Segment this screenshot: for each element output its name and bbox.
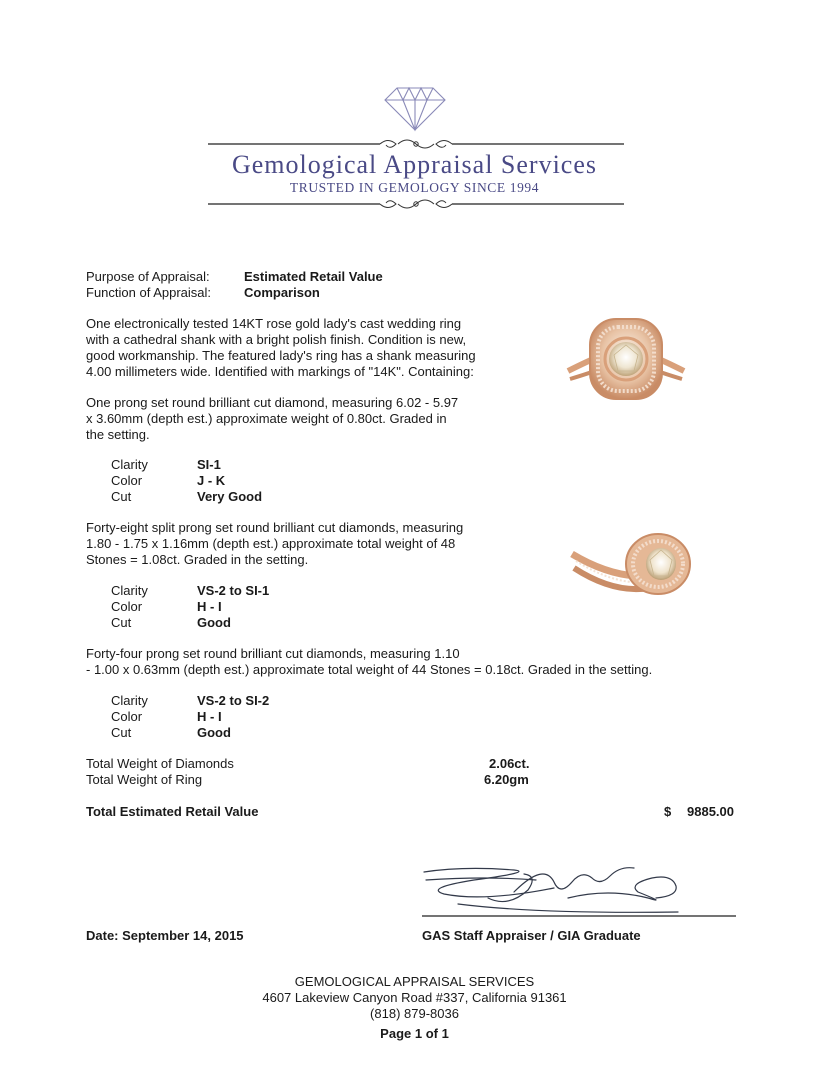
footer-phone: (818) 879-8036 [370, 1006, 459, 1021]
appraiser-signature [418, 858, 740, 924]
page-number: Page 1 of 1 [380, 1026, 449, 1041]
total-diamond-weight-label: Total Weight of Diamonds [86, 756, 234, 771]
total-ring-weight-label: Total Weight of Ring [86, 772, 203, 787]
description-line: One electronically tested 14KT rose gold lady's cast wedding ring [86, 316, 462, 331]
total-retail-value: 9885.00 [687, 804, 734, 819]
footer [0, 974, 829, 1042]
stone2-cut-value: Good [197, 615, 231, 630]
description-line: 4.00 millimeters wide. Identified with markings of "14K". Containing: [86, 364, 474, 379]
stone1-line: One prong set round brilliant cut diamond, measuring 6.02 - 5.97 [86, 395, 459, 410]
stone2-line: 1.80 - 1.75 x 1.16mm (depth est.) approximate total weight of 48 [86, 536, 456, 551]
description-line: with a cathedral shank with a bright polish finish. Condition is new, [86, 332, 467, 347]
appraiser-title: GAS Staff Appraiser / GIA Graduate [422, 928, 641, 943]
purpose-value: Estimated Retail Value [244, 269, 383, 284]
stone2-color-label: Color [111, 599, 143, 614]
stone2-line: Forty-eight split prong set round brilliant cut diamonds, measuring [86, 520, 464, 535]
stone3-color-label: Color [111, 709, 143, 724]
total-diamond-weight-value: 2.06ct. [489, 756, 530, 771]
ring-top-view-photo [566, 313, 686, 409]
total-retail-value-label: Total Estimated Retail Value [86, 804, 259, 819]
stone1-line: the setting. [86, 427, 150, 442]
appraisal-date: Date: September 14, 2015 [86, 928, 244, 943]
function-label: Function of Appraisal: [86, 285, 212, 300]
stone1-color-label: Color [111, 473, 143, 488]
ring-side-view-photo [566, 528, 696, 608]
stone2-clarity-label: Clarity [111, 583, 148, 598]
stone3-cut-value: Good [197, 725, 231, 740]
stone1-clarity-label: Clarity [111, 457, 148, 472]
ornament-divider-bottom [208, 196, 624, 212]
stone3-color-value: H - I [197, 709, 222, 724]
footer-address: 4607 Lakeview Canyon Road #337, California 91361 [262, 990, 567, 1005]
stone3-description [86, 646, 652, 678]
stone3-line: - 1.00 x 0.63mm (depth est.) approximate total weight of 44 Stones = 0.18ct. Graded in the setting. [86, 662, 653, 677]
stone1-line: x 3.60mm (depth est.) approximate weight of 0.80ct. Graded in [86, 411, 447, 426]
stone3-cut-label: Cut [111, 725, 132, 740]
stone1-color-value: J - K [197, 473, 226, 488]
stone1-description [86, 395, 458, 443]
description-paragraph [86, 316, 476, 380]
description-line: good workmanship. The featured lady's ring has a shank measuring [86, 348, 476, 363]
stone1-cut-label: Cut [111, 489, 132, 504]
stone3-clarity-value: VS-2 to SI-2 [197, 693, 270, 708]
function-value: Comparison [244, 285, 320, 300]
footer-company: GEMOLOGICAL APPRAISAL SERVICES [294, 974, 535, 989]
stone2-cut-label: Cut [111, 615, 132, 630]
currency-symbol: $ [664, 804, 672, 819]
stone2-clarity-value: VS-2 to SI-1 [197, 583, 270, 598]
company-tagline: TRUSTED IN GEMOLOGY SINCE 1994 [289, 180, 540, 195]
total-ring-weight-value: 6.20gm [484, 772, 529, 787]
diamond-logo-icon [383, 84, 447, 132]
stone3-clarity-label: Clarity [111, 693, 148, 708]
stone2-color-value: H - I [197, 599, 222, 614]
stone1-clarity-value: SI-1 [197, 457, 221, 472]
purpose-label: Purpose of Appraisal: [86, 269, 210, 284]
stone2-description [86, 520, 463, 568]
stone2-line: Stones = 1.08ct. Graded in the setting. [86, 552, 309, 567]
company-name: Gemological Appraisal Services [231, 150, 598, 179]
stone3-line: Forty-four prong set round brilliant cut diamonds, measuring 1.10 [86, 646, 460, 661]
stone1-cut-value: Very Good [197, 489, 263, 504]
